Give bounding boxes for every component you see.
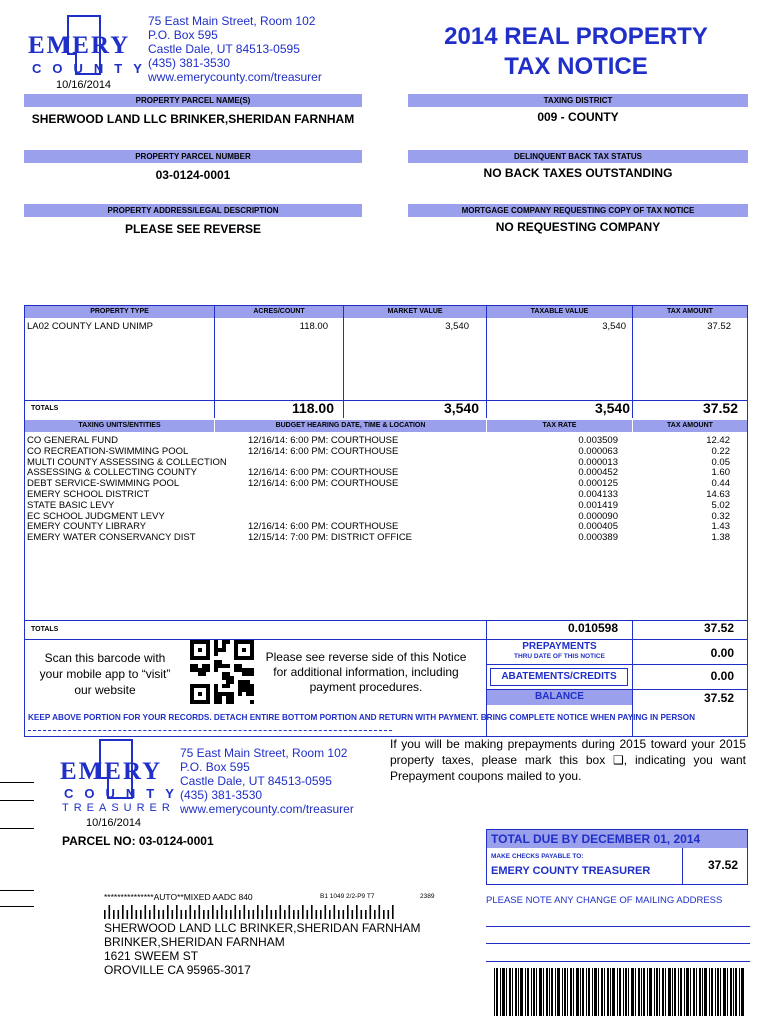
detach-notice: KEEP ABOVE PORTION FOR YOUR RECORDS. DETACH ENTIRE BOTTOM PORTION AND RETURN WITH PAYMENT. BRING COMPLETE NOTICE WHEN PAYING IN PERSON — [28, 713, 696, 722]
entity-amount: 1.43 — [711, 521, 730, 533]
route-code: B1 1049 2/2-P9 T7 — [320, 893, 375, 900]
taxing-district: 009 - COUNTY — [537, 110, 619, 124]
mortgage-label: MORTGAGE COMPANY REQUESTING COPY OF TAX NOTICE — [408, 204, 748, 217]
title-line: 2014 REAL PROPERTY — [444, 23, 708, 50]
address-line: P.O. Box 595 — [180, 760, 250, 774]
parcel-number: 03-0124-0001 — [155, 168, 231, 182]
qr-code-icon[interactable] — [190, 640, 254, 704]
rate-list — [540, 436, 618, 544]
tax-rate: 0.000405 — [578, 521, 618, 533]
reverse-notice: Please see reverse side of this Notice for additional information, including payment procedures. — [265, 650, 467, 694]
stub-date: 10/16/2014 — [86, 817, 142, 829]
mailing-address — [104, 921, 421, 977]
postal-barcode-icon — [104, 905, 404, 919]
parcel-name: SHERWOOD LAND LLC BRINKER,SHERIDAN FARNHAM — [31, 112, 355, 126]
barcode-instructions: Scan this barcode with your mobile app to “visit” our website — [39, 651, 171, 697]
entity-amount: 14.63 — [706, 488, 730, 500]
stub-parcel-no: PARCEL NO: 03-0124-0001 — [62, 834, 214, 848]
entity-amount: 1.60 — [711, 467, 730, 479]
total-taxable: 3,540 — [594, 400, 630, 416]
address-line: (435) 381-3530 — [148, 56, 231, 70]
entity-name: ASSESSING & COLLECTING COUNTY — [27, 467, 197, 479]
notice-title — [404, 22, 748, 82]
taxing-district-label: TAXING DISTRICT — [408, 94, 748, 107]
amount-list — [660, 436, 730, 544]
abatements-label: ABATEMENTS/CREDITS — [501, 671, 617, 682]
hearing-list — [248, 436, 412, 544]
market-value: 3,540 — [445, 321, 469, 332]
entity-totals-label: TOTALS — [31, 626, 59, 633]
parcel-name-label: PROPERTY PARCEL NAME(S) — [24, 94, 362, 107]
entity-list — [27, 436, 227, 544]
total-tax: 37.52 — [702, 400, 738, 416]
entity-name: EMERY WATER CONSERVANCY DIST — [27, 532, 196, 544]
col-tax-rate: TAX RATE — [487, 420, 632, 432]
mailing-change-note: PLEASE NOTE ANY CHANGE OF MAILING ADDRESS — [486, 895, 723, 906]
hearing-date: 12/16/14: 6:00 PM: COURTHOUSE — [248, 478, 399, 490]
entity-amount: 12.42 — [706, 435, 730, 446]
property-type-value: LA02 COUNTY LAND UNIMP — [27, 321, 153, 332]
logo-emery: EMERY — [60, 758, 163, 785]
address-line: www.emerycounty.com/treasurer — [148, 70, 322, 84]
hearing-date: 12/16/14: 6:00 PM: COURTHOUSE — [248, 445, 399, 457]
entity-name: EC SCHOOL JUDGMENT LEVY — [27, 510, 165, 522]
tax-amount-value: 37.52 — [707, 321, 731, 332]
tax-rate: 0.000452 — [578, 467, 618, 479]
entity-name: MULTI COUNTY ASSESSING & COLLECTION — [27, 456, 227, 468]
address-line: Castle Dale, UT 84513-0595 — [180, 774, 332, 788]
mortgage-company: NO REQUESTING COMPANY — [495, 220, 661, 234]
acres-value: 118.00 — [299, 321, 328, 332]
hearing-date: 12/16/14: 6:00 PM: COURTHOUSE — [248, 467, 399, 479]
col-property-type: PROPERTY TYPE — [25, 306, 214, 318]
hearing-date: 12/16/14: 6:00 PM: COURTHOUSE — [248, 521, 399, 533]
prepayments-value: 0.00 — [710, 646, 734, 660]
stub-logo — [60, 738, 185, 818]
stub-address — [180, 746, 354, 816]
tax-rate: 0.000389 — [578, 532, 618, 544]
address-line: (435) 381-3530 — [180, 788, 263, 802]
hearing-date: 12/15/14: 7:00 PM: DISTRICT OFFICE — [248, 532, 413, 544]
tax-rate: 0.000125 — [578, 478, 618, 490]
detach-line — [28, 730, 392, 731]
auto-sort-line: ***************AUTO**MIXED AADC 840 — [104, 892, 253, 902]
address-line: 75 East Main Street, Room 102 — [148, 14, 316, 28]
prepay-instructions[interactable]: If you will be making prepayments during 2015 toward your 2015 property taxes, please mark this box ❑, indicating you want Prepayment coupons mailed to you. — [390, 737, 746, 783]
route-number: 2389 — [420, 893, 435, 900]
entity-amount: 0.05 — [711, 456, 730, 468]
address-change-line[interactable] — [486, 926, 750, 927]
property-address-label: PROPERTY ADDRESS/LEGAL DESCRIPTION — [24, 204, 362, 217]
delinquent-label: DELINQUENT BACK TAX STATUS — [408, 150, 748, 163]
entity-name: CO GENERAL FUND — [27, 435, 118, 446]
prepayments-label: PREPAYMENTS — [522, 641, 597, 652]
address-line: P.O. Box 595 — [148, 28, 218, 42]
tax-rate: 0.001419 — [578, 499, 618, 511]
hearing-date — [248, 490, 412, 501]
address-change-line[interactable] — [486, 961, 750, 962]
entity-name: STATE BASIC LEVY — [27, 499, 115, 511]
total-rate: 0.010598 — [567, 621, 618, 635]
header-address — [148, 14, 322, 84]
abatements-value: 0.00 — [710, 669, 734, 683]
tax-rate: 0.000013 — [578, 456, 618, 468]
logo-treasurer: TREASURER — [62, 802, 175, 814]
tax-rate: 0.000063 — [578, 445, 618, 457]
address-change-line[interactable] — [486, 943, 750, 944]
mail-line: SHERWOOD LAND LLC BRINKER,SHERIDAN FARNHAM — [104, 921, 421, 935]
total-acres: 118.00 — [291, 400, 334, 416]
title-line: TAX NOTICE — [504, 53, 648, 80]
taxable-value: 3,540 — [602, 321, 626, 332]
scan-barcode-icon — [494, 968, 746, 1016]
entity-name: CO RECREATION-SWIMMING POOL — [27, 445, 189, 457]
tax-rate: 0.004133 — [578, 488, 618, 500]
notice-date: 10/16/2014 — [56, 79, 112, 91]
mail-line: 1621 SWEEM ST — [104, 949, 199, 963]
mail-line: BRINKER,SHERIDAN FARNHAM — [104, 935, 285, 949]
entity-amount: 5.02 — [711, 499, 730, 511]
logo-emery: EMERY — [28, 32, 131, 59]
col-acres: ACRES/COUNT — [215, 306, 343, 318]
tax-rate: 0.000090 — [578, 510, 618, 522]
col-tax-amount: TAX AMOUNT — [633, 306, 747, 318]
col-taxing-units: TAXING UNITS/ENTITIES — [25, 420, 214, 432]
hearing-date — [248, 501, 412, 512]
prepayments-sub: THRU DATE OF THIS NOTICE — [514, 653, 605, 660]
checks-payable-label: MAKE CHECKS PAYABLE TO: — [491, 853, 584, 860]
address-line: 75 East Main Street, Room 102 — [180, 746, 348, 760]
property-address: PLEASE SEE REVERSE — [124, 222, 262, 236]
hearing-date: 12/16/14: 6:00 PM: COURTHOUSE — [248, 435, 399, 446]
col-entity-tax-amount: TAX AMOUNT — [633, 420, 747, 432]
entity-amount: 0.22 — [711, 445, 730, 457]
total-due-value: 37.52 — [707, 858, 738, 872]
payee: EMERY COUNTY TREASURER — [491, 865, 651, 877]
entity-name: EMERY COUNTY LIBRARY — [27, 521, 147, 533]
county-logo — [28, 14, 153, 78]
col-taxable-value: TAXABLE VALUE — [487, 306, 632, 318]
address-line: Castle Dale, UT 84513-0595 — [148, 42, 300, 56]
entity-name: EMERY SCHOOL DISTRICT — [27, 488, 150, 500]
logo-county: COUNTY — [64, 786, 185, 801]
entity-amount: 0.32 — [711, 510, 730, 522]
logo-county: COUNTY — [32, 61, 153, 76]
entity-total-amount: 37.52 — [703, 621, 734, 635]
col-budget-hearing: BUDGET HEARING DATE, TIME & LOCATION — [215, 420, 486, 432]
mail-line: OROVILLE CA 95965-3017 — [104, 963, 251, 977]
parcel-number-label: PROPERTY PARCEL NUMBER — [24, 150, 362, 163]
entity-amount: 0.44 — [711, 478, 730, 490]
address-line: www.emerycounty.com/treasurer — [180, 802, 354, 816]
entity-name: DEBT SERVICE-SWIMMING POOL — [27, 478, 180, 490]
total-due-label: TOTAL DUE BY DECEMBER 01, 2014 — [491, 832, 701, 846]
entity-amount: 1.38 — [711, 532, 730, 544]
tax-rate: 0.003509 — [578, 435, 618, 446]
delinquent-status: NO BACK TAXES OUTSTANDING — [483, 166, 673, 180]
balance-label: BALANCE — [535, 691, 584, 702]
balance-value: 37.52 — [703, 691, 734, 705]
total-market: 3,540 — [443, 400, 479, 416]
col-market-value: MARKET VALUE — [344, 306, 486, 318]
totals-label: TOTALS — [31, 405, 59, 412]
